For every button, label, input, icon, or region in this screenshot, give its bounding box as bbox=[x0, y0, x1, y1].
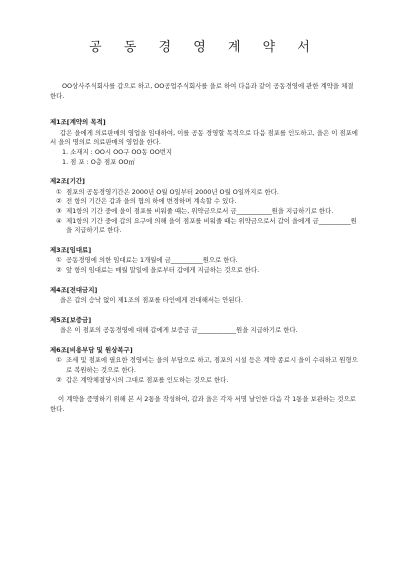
clause-item bbox=[50, 266, 358, 276]
clause-item bbox=[50, 217, 358, 236]
clause-text: 전 항의 기간은 갑과 을의 협의 하에 변경하며 계속할 수 있다. bbox=[66, 197, 237, 206]
clause-number: ④ bbox=[56, 216, 62, 225]
article-heading: 제2조[기간] bbox=[50, 177, 85, 186]
clause-item bbox=[50, 256, 358, 266]
clause-text: 앞 항의 임대료는 매월 말일에 을로부터 갑에게 지급하는 것으로 한다. bbox=[66, 265, 260, 274]
clause-number: ① bbox=[56, 187, 62, 196]
clause-number: ① bbox=[56, 256, 62, 265]
clause-number: ② bbox=[56, 265, 62, 274]
article-5 bbox=[50, 316, 358, 336]
article-body: 을은 갑의 승낙 없이 제1조의 점포를 타인에게 전대해서는 안된다. bbox=[60, 296, 243, 305]
clause-item bbox=[50, 188, 358, 198]
clause-text: 점포의 공동경영기간은 2000년 O월 O일부터 2000년 O월 O일까지로 한다. bbox=[66, 187, 279, 196]
article-4 bbox=[50, 286, 358, 306]
clause-text: 공동경영에 의한 임대료는 1개월에 금__________원으로 한다. bbox=[66, 256, 238, 265]
clause-number: ② bbox=[56, 375, 62, 384]
article-heading: 제6조[비용부담 및 원상복구] bbox=[50, 345, 133, 354]
article-3 bbox=[50, 246, 358, 276]
clause-number: ① bbox=[56, 356, 62, 365]
closing-paragraph: 이 계약을 증명하기 위해 본 서 2통을 작성하여, 갑과 을은 각자 서명 날인한 다음 각 1통을 보관하는 것으로 한다. bbox=[50, 395, 356, 413]
clause-text: 갑은 계약체결당시의 그대로 점포를 인도하는 것으로 한다. bbox=[66, 375, 229, 384]
clause-text: 제1항의 기간 중에 갑의 요구에 의해 을이 점포를 비워줄 때는 위약금으로서 갑이 을에게 금__________원을 지급하기로 한다. bbox=[66, 216, 357, 235]
clause-item bbox=[50, 376, 358, 386]
clause-item bbox=[50, 207, 358, 217]
clause-item bbox=[50, 197, 358, 207]
document-title: 공 동 경 영 계 약 서 bbox=[89, 40, 319, 55]
location-line: 1. 소재지 : OO시 OO구 OO동 OO번지 bbox=[62, 147, 173, 156]
article-body: 을은 이 점포의 공동경영에 대해 갑에게 보증금 금____________원을 지급하기로 한다. bbox=[60, 326, 298, 335]
article-heading: 제1조[계약의 목적] bbox=[50, 118, 106, 127]
clause-item bbox=[50, 356, 358, 375]
clause-number: ② bbox=[56, 197, 62, 206]
article-body: 갑은 을에게 의료판매의 영업을 임대하여, 이를 공동 경영할 목적으로 다음 점포를 인도하고, 을은 이 점포에서 을의 명의로 의료판매의 영업을 한다. bbox=[50, 128, 358, 147]
clause-text: 제1항의 기간 중에 을이 점포를 비워줄 때는, 위약금으로서 금___________원을 지급하기로 한다. bbox=[66, 206, 334, 215]
article-1 bbox=[50, 118, 358, 167]
article-heading: 제3조[임대료] bbox=[50, 245, 92, 254]
article-2 bbox=[50, 177, 358, 236]
store-line: 1. 점 포 : O층 점포 OO㎡ bbox=[62, 157, 135, 166]
article-heading: 제4조[전대금지] bbox=[50, 285, 98, 294]
article-6 bbox=[50, 346, 358, 385]
article-heading: 제5조[보증금] bbox=[50, 315, 92, 324]
clause-number: ③ bbox=[56, 206, 62, 215]
intro-paragraph: OO상사주식회사를 갑으로 하고, OO공업주식회사를 을로 하여 다음과 같이 공동경영에 관한 계약을 체결한다. bbox=[50, 82, 354, 100]
clause-text: 조세 및 점포에 필요한 경영비는 을의 부담으로 하고, 점포의 시설 등은 계약 종료시 을이 수리하고 원형으로 복원하는 것으로 한다. bbox=[66, 356, 358, 375]
